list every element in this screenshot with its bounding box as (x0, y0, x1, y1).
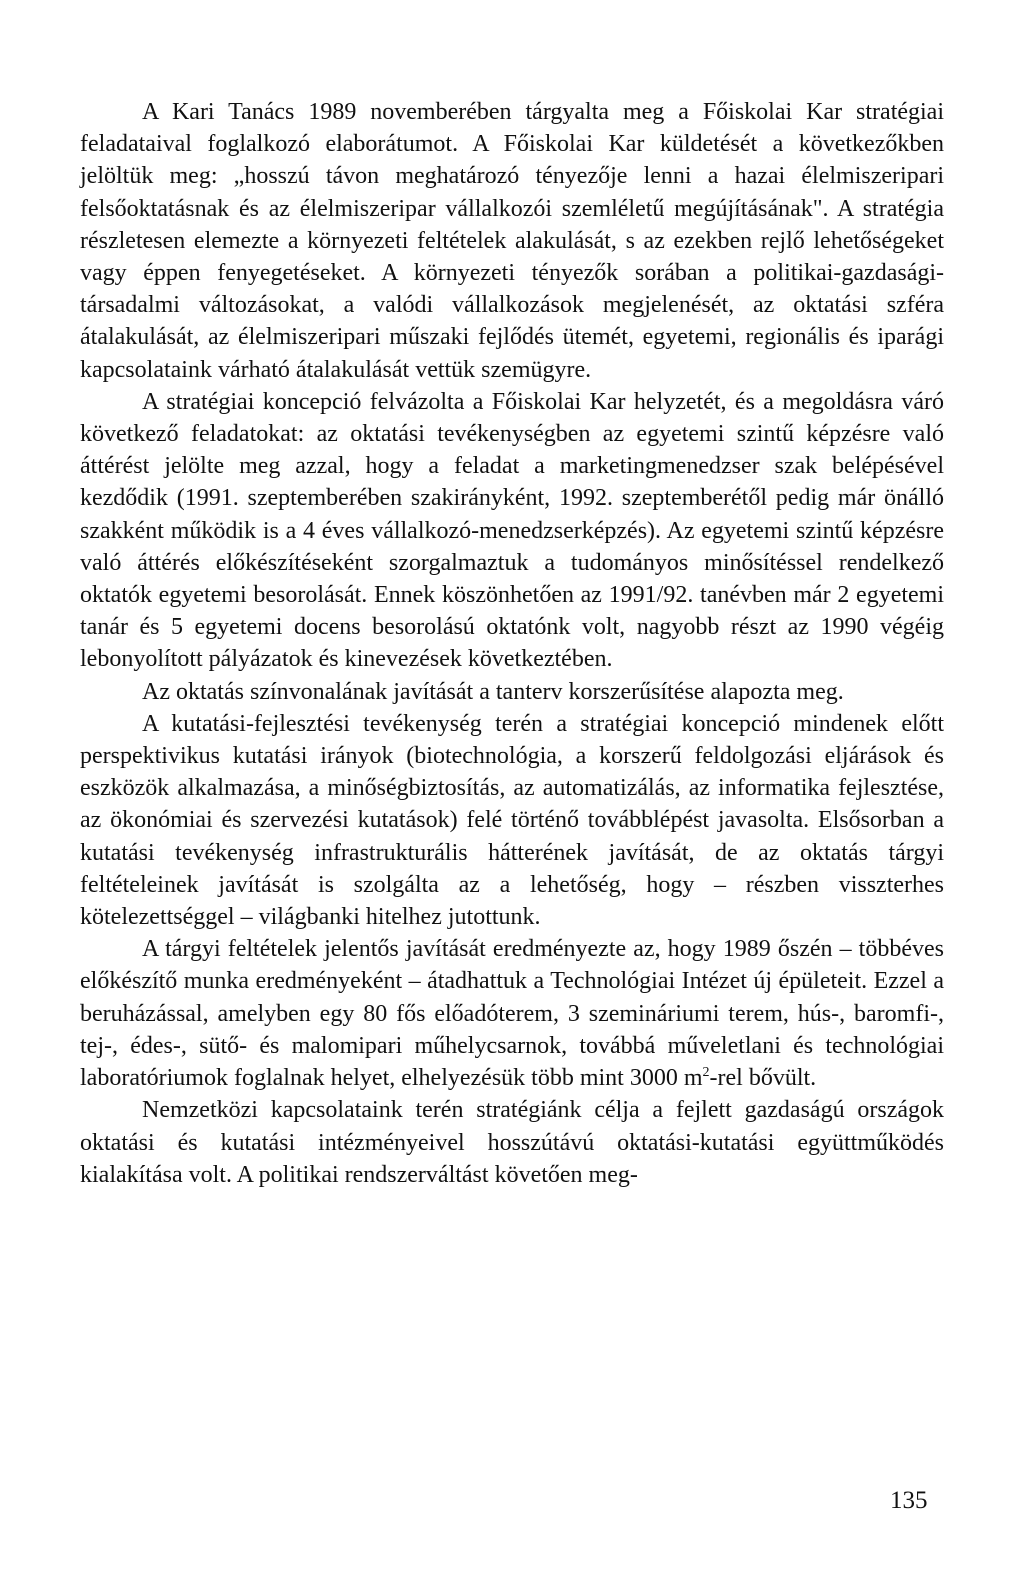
paragraph-5 (80, 933, 944, 1094)
body-text (80, 96, 944, 1191)
paragraph-3: Az oktatás színvonalának javítását a tanterv korszerűsítése alapozta meg. (142, 678, 844, 705)
paragraph-2: A stratégiai koncepció felvázolta a Főiskolai Kar helyzetét, és a megoldásra váró következő feladatokat: az oktatási tevékenységben az egyetemi szintű képzésre való áttérést jelölte meg azzal, hogy a feladat a marketingmenedzser szak belépésével kezdődik (1991. szeptemberében szakirányként, 1992. szeptemberétől pedig már önálló szakként működik is a 4 éves vállalkozó-menedzserképzés). Az egyetemi szintű képzésre való áttérés előkészítéseként szorgalmaztuk a tudományos minősítéssel rendelkező oktatók egyetemi besorolását. Ennek köszönhetően az 1991/92. tanévben már 2 egyetemi tanár és 5 egyetemi docens besorolású oktatónk volt, nagyobb részt az 1990 végéig lebonyolított pályázatok és kinevezések következtében. (80, 388, 944, 673)
paragraph-4: A kutatási-fejlesztési tevékenység terén a stratégiai koncepció mindenek előtt perspektivikus kutatási irányok (biotechnológia, a korszerű feldolgozási eljárások és eszközök alkalmazása, a minőségbiztosítás, az automatizálás, az informatika fejlesztése, az ökonómiai és szervezési kutatások) felé történő továbblépést javasolta. Elsősorban a kutatási tevékenység infrastrukturális hátterének javítását, de az oktatás tárgyi feltételeinek javítását is szolgálta az a lehetőség, hogy – részben visszterhes kötelezettséggel – világbanki hitelhez jutottunk. (80, 710, 944, 931)
page-number: 135 (890, 1487, 928, 1514)
paragraph-5-tail: -rel bővült. (709, 1065, 817, 1092)
paragraph-6: Nemzetközi kapcsolataink terén stratégiánk célja a fejlett gazdaságú országok oktatási és kutatási intézményeivel hosszútávú oktatási-kutatási együttműködés kialakítása volt. A politikai rendszerváltást követően meg- (80, 1097, 944, 1188)
paragraph-5-text: A tárgyi feltételek jelentős javítását eredményezte az, hogy 1989 őszén – többéves előkészítő munka eredményeként – átadhattuk a Technológiai Intézet új épületeit. Ezzel a beruházással, amelyben egy 80 fős előadóterem, 3 szemináriumi terem, hús-, baromfi-, tej-, édes-, sütő- és malomipari műhelycsarnok, továbbá műveletlani és technológiai laboratóriumok foglalnak helyet, elhelyezésük több mint 3000 m (80, 936, 944, 1092)
paragraph-1: A Kari Tanács 1989 novemberében tárgyalta meg a Főiskolai Kar stratégiai feladataival foglalkozó elaborátumot. A Főiskolai Kar küldetését a következőkben jelöltük meg: „hosszú távon meghatározó tényezője lenni a hazai élelmiszeripari felsőoktatásnak és az élelmiszeripar vállalkozói szemléletű megújításának". A stratégia részletesen elemezte a környezeti feltételek alakulását, s az ezekben rejlő lehetőségeket vagy éppen fenyegetéseket. A környezeti tényezők sorában a politikai-gazdasági-társadalmi változásokat, a valódi vállalkozások megjelenését, az oktatási szféra átalakulását, az élelmiszeripari műszaki fejlődés ütemét, egyetemi, regionális és iparági kapcsolataink várható átalakulását vettük szemügyre. (80, 99, 944, 383)
square-meter-superscript: 2 (702, 1065, 710, 1081)
